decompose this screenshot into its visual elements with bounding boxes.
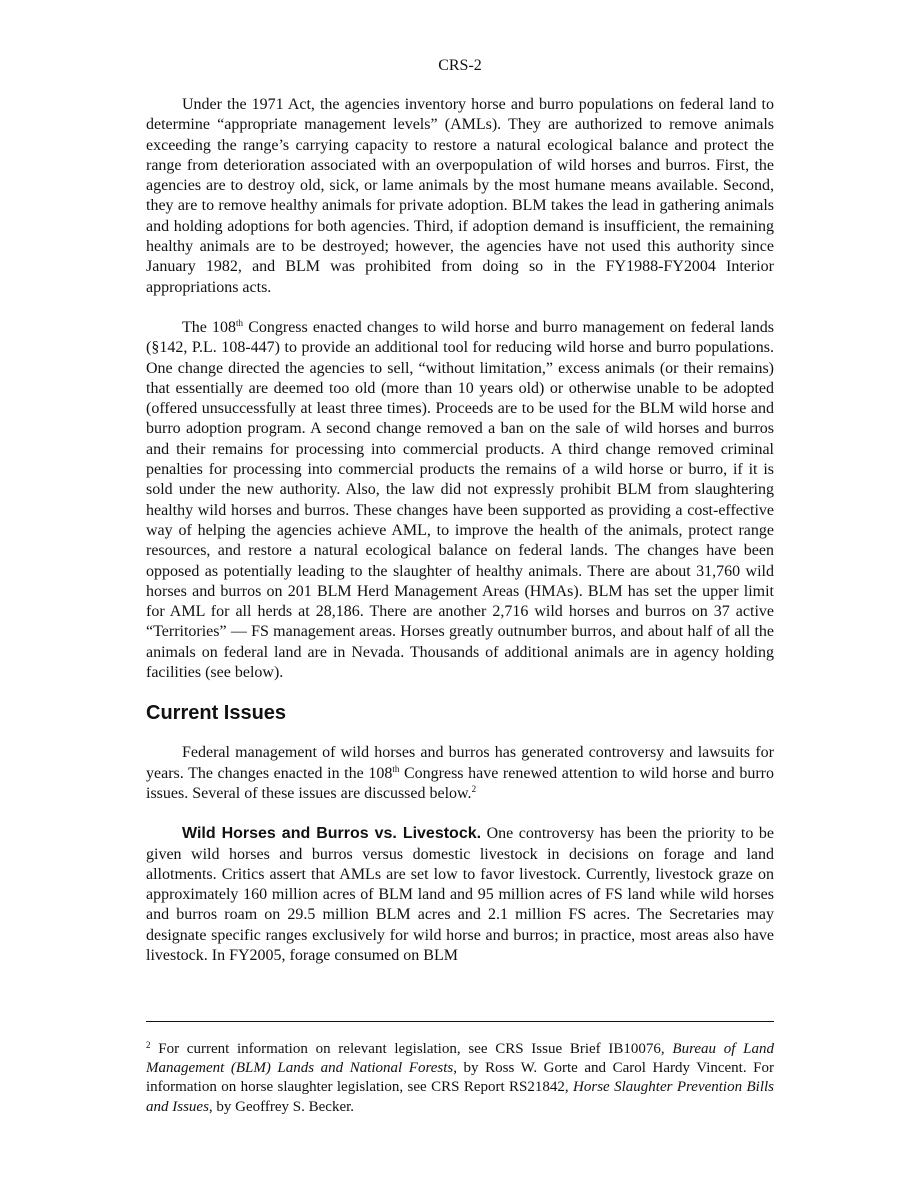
footnote bbox=[146, 1040, 774, 1117]
paragraph-1 bbox=[146, 95, 774, 298]
footnote-text-1: For current information on relevant legislation, see CRS Issue Brief IB10076, bbox=[150, 1041, 673, 1057]
footnote-reference[interactable]: 2 bbox=[471, 783, 477, 794]
paragraph-3-lead: Federal management of wild horses and burros has generated controversy and lawsuits for years. The changes enacted in the 108 bbox=[146, 744, 774, 782]
ordinal-superscript: th bbox=[236, 317, 244, 328]
paragraph-4 bbox=[146, 824, 774, 966]
paragraph-2-lead: The 108 bbox=[182, 318, 237, 336]
page-number: CRS-2 bbox=[438, 57, 482, 74]
paragraph-4-text: One controversy has been the priority to be given wild horses and burros versus domestic livestock in decisions on forage and land allotments. Critics assert that AMLs are set low to favor livestock. Currently, livestock graze on approximately 160 million acres of BLM land and 95 million acres of FS land while wild horses and burros roam on 29.5 million BLM acres and 2.1 million FS acres. The Secretaries may designate specific ranges exclusively for wild horse and burros; in practice, most areas also have livestock. In FY2005, forage consumed on BLM bbox=[146, 825, 774, 964]
footnote-title-1: Bureau of Land Management (BLM) Lands and National Forests bbox=[146, 1041, 774, 1077]
paragraph-3 bbox=[146, 743, 774, 804]
paragraph-2-text: Congress enacted changes to wild horse and burro management on federal lands (§142, P.L. 108-447) to provide an additional tool for reducing wild horse and burro populations. One change directed the agencies to sell, “without limitation,” excess animals (or their remains) that essentially are deemed too old (more than 10 years old) or otherwise unable to be adopted (offered unsuccessfully at least three times). Proceeds are to be used for the BLM wild horse and burro adoption program. A second change removed a ban on the sale of wild horses and burros and their remains for processing into commercial products. A third change removed criminal penalties for processing into commercial products the remains of a wild horse or burro, if it is sold under the new authority. Also, the law did not expressly prohibit BLM from slaughtering healthy wild horses and burros. These changes have been supported as providing a cost-effective way of helping the agencies achieve AML, to improve the health of the animals, protect range resources, and restore a natural ecological balance on federal lands. The changes have been opposed as potentially leading to the slaughter of healthy animals. There are about 31,760 wild horses and burros on 201 BLM Herd Management Areas (HMAs). BLM has set the upper limit for AML for all herds at 28,186. There are another 2,716 wild horses and burros on 37 active “Territories” — FS management areas. Horses greatly outnumber burros, and about half of all the animals on federal land are in Nevada. Thousands of additional animals are in agency holding facilities (see below). bbox=[146, 318, 774, 682]
body-text bbox=[146, 95, 774, 966]
footnote-title-2: Horse Slaughter Prevention Bills and Issues bbox=[146, 1079, 774, 1115]
paragraph-3-text: Congress have renewed attention to wild horse and burro issues. Several of these issues are discussed below. bbox=[146, 764, 775, 802]
footnote-text-2: , by Ross W. Gorte and Carol Hardy Vincent. For information on horse slaughter legislation, see CRS Report RS21842, bbox=[146, 1060, 774, 1096]
run-in-heading: Wild Horses and Burros vs. Livestock. bbox=[182, 825, 482, 843]
section-heading: Current Issues bbox=[146, 702, 287, 725]
footnote-divider bbox=[146, 1021, 774, 1022]
footnote-2 bbox=[146, 1040, 774, 1117]
paragraph-2 bbox=[146, 318, 774, 683]
ordinal-superscript: th bbox=[392, 763, 400, 774]
footnote-marker: 2 bbox=[146, 1040, 151, 1050]
paragraph-1-text: Under the 1971 Act, the agencies inventory horse and burro populations on federal land to determine “appropriate management levels” (AMLs). They are authorized to remove animals exceeding the range’s carrying capacity to restore a natural ecological balance and protect the range from deterioration associated with an overpopulation of wild horses and burros. First, the agencies are to destroy old, sick, or lame animals by the most humane means available. Second, they are to remove healthy animals for private adoption. BLM takes the lead in gathering animals and holding adoptions for both agencies. Third, if adoption demand is insufficient, the remaining healthy animals are to be destroyed; however, the agencies have not used this authority since January 1982, and BLM was prohibited from doing so in the FY1988-FY2004 Interior appropriations acts. bbox=[146, 96, 774, 296]
footnote-text-3: , by Geoffrey S. Becker. bbox=[208, 1098, 355, 1115]
